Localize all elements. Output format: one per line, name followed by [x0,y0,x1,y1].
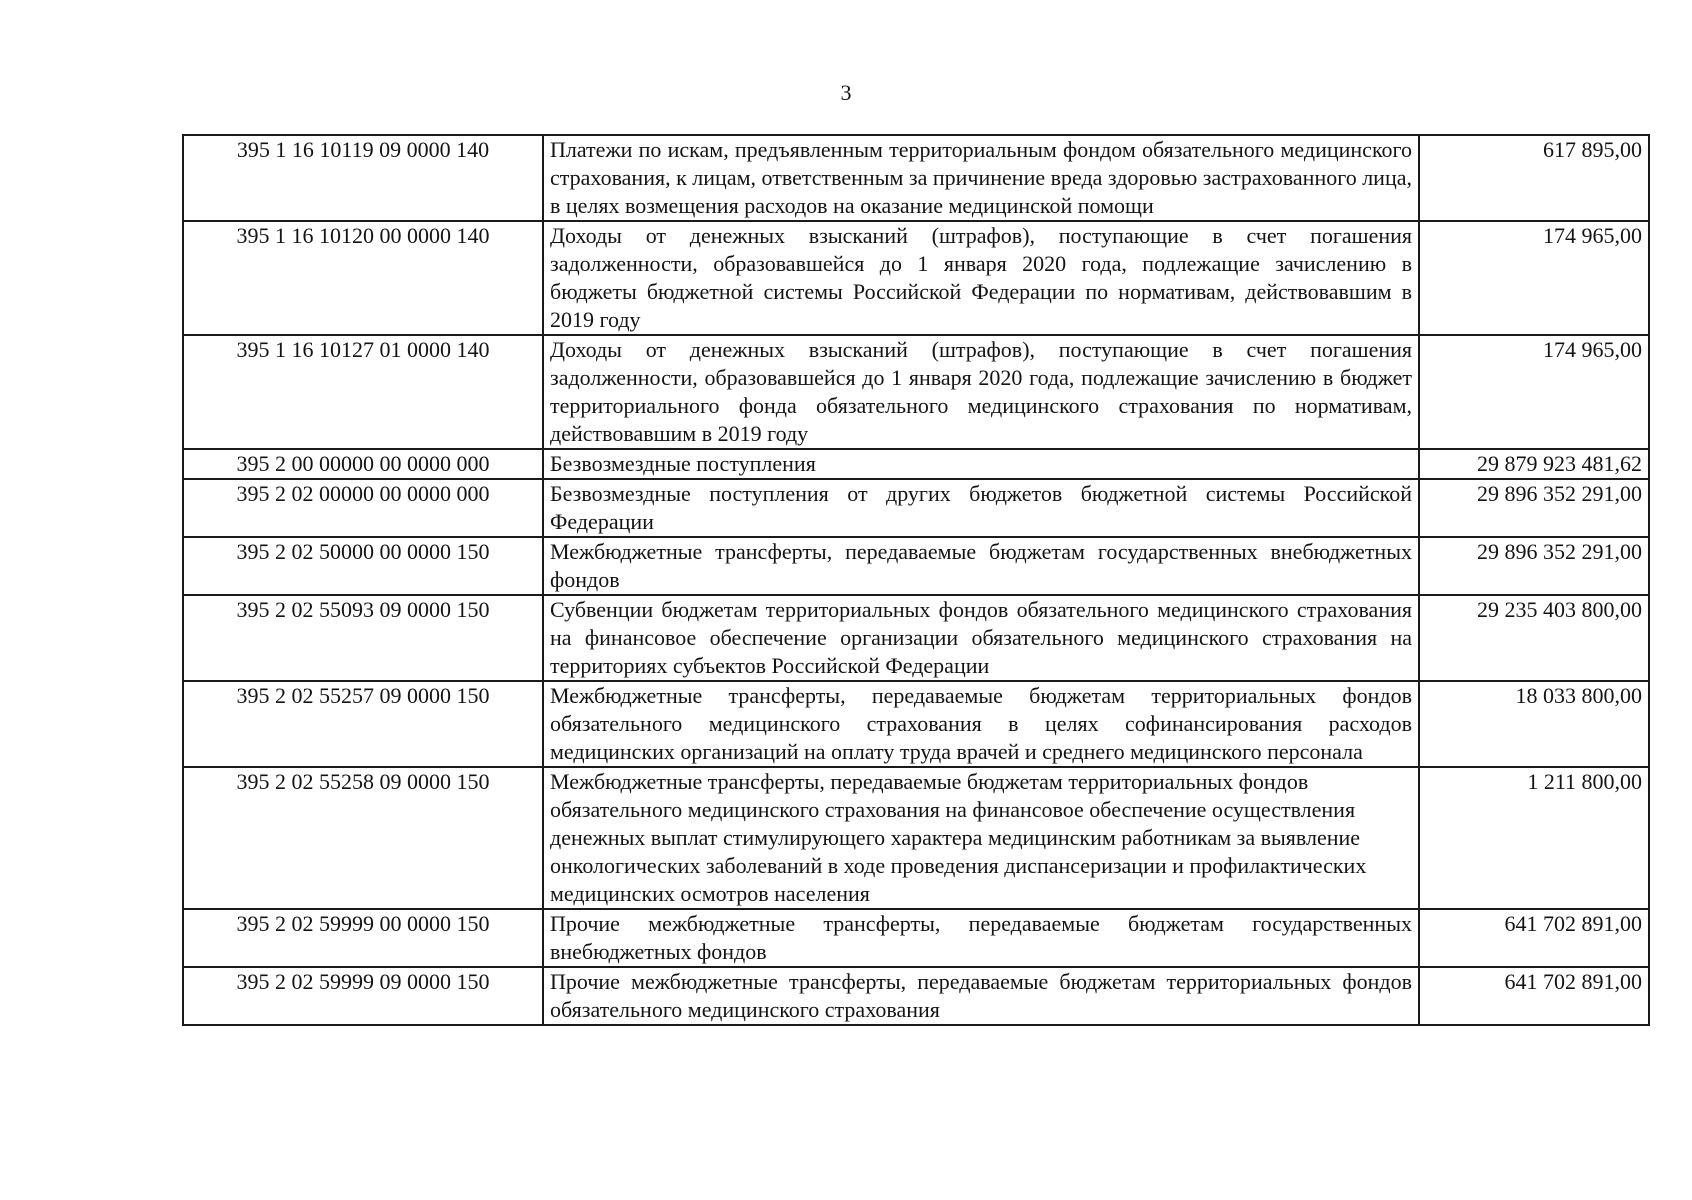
table-row [183,135,1649,221]
table-row [183,909,1649,967]
table-row [183,681,1649,767]
revenue-name-cell: Прочие межбюджетные трансферты, передаваемые бюджетам государственных внебюджетных фондов [543,909,1419,967]
budget-code-cell: 395 2 02 55258 09 0000 150 [183,767,543,909]
budget-code-cell: 395 1 16 10119 09 0000 140 [183,135,543,221]
budget-code-cell: 395 2 02 00000 00 0000 000 [183,479,543,537]
amount-cell: 174 965,00 [1419,221,1649,335]
revenue-name-cell: Межбюджетные трансферты, передаваемые бюджетам территориальных фондов обязательного медицинского страхования на финансовое обеспечение осуществления денежных выплат стимулирующего характера медицинским работникам за выявление онкологических заболеваний в ходе проведения диспансеризации и профилактических медицинских осмотров населения [543,767,1419,909]
revenue-name-cell: Безвозмездные поступления [543,449,1419,479]
revenue-table [182,134,1650,1026]
revenue-name-cell: Безвозмездные поступления от других бюджетов бюджетной системы Российской Федерации [543,479,1419,537]
amount-cell: 174 965,00 [1419,335,1649,449]
budget-code-cell: 395 2 00 00000 00 0000 000 [183,449,543,479]
amount-cell: 29 896 352 291,00 [1419,479,1649,537]
revenue-name-cell: Межбюджетные трансферты, передаваемые бюджетам территориальных фондов обязательного медицинского страхования в целях софинансирования расходов медицинских организаций на оплату труда врачей и среднего медицинского персонала [543,681,1419,767]
table-row [183,449,1649,479]
amount-cell: 641 702 891,00 [1419,909,1649,967]
amount-cell: 29 879 923 481,62 [1419,449,1649,479]
table-row [183,479,1649,537]
table-row [183,767,1649,909]
amount-cell: 617 895,00 [1419,135,1649,221]
revenue-table-body [183,135,1649,1025]
revenue-name-cell: Доходы от денежных взысканий (штрафов), поступающие в счет погашения задолженности, образовавшейся до 1 января 2020 года, подлежащие зачислению в бюджеты бюджетной системы Российской Федерации по нормативам, действовавшим в 2019 году [543,221,1419,335]
table-row [183,595,1649,681]
table-row [183,537,1649,595]
amount-cell: 29 896 352 291,00 [1419,537,1649,595]
page-number: 3 [840,80,852,105]
amount-cell: 29 235 403 800,00 [1419,595,1649,681]
budget-code-cell: 395 2 02 59999 00 0000 150 [183,909,543,967]
budget-code-cell: 395 1 16 10127 01 0000 140 [183,335,543,449]
budget-code-cell: 395 2 02 55093 09 0000 150 [183,595,543,681]
budget-code-cell: 395 2 02 50000 00 0000 150 [183,537,543,595]
table-row [183,967,1649,1025]
revenue-name-cell: Субвенции бюджетам территориальных фондов обязательного медицинского страхования на финансовое обеспечение организации обязательного медицинского страхования на территориях субъектов Российской Федерации [543,595,1419,681]
amount-cell: 18 033 800,00 [1419,681,1649,767]
revenue-name-cell: Прочие межбюджетные трансферты, передаваемые бюджетам территориальных фондов обязательного медицинского страхования [543,967,1419,1025]
revenue-name-cell: Доходы от денежных взысканий (штрафов), поступающие в счет погашения задолженности, образовавшейся до 1 января 2020 года, подлежащие зачислению в бюджет территориального фонда обязательного медицинского страхования по нормативам, действовавшим в 2019 году [543,335,1419,449]
table-row [183,221,1649,335]
budget-code-cell: 395 1 16 10120 00 0000 140 [183,221,543,335]
amount-cell: 1 211 800,00 [1419,767,1649,909]
budget-code-cell: 395 2 02 55257 09 0000 150 [183,681,543,767]
revenue-name-cell: Платежи по искам, предъявленным территориальным фондом обязательного медицинского страхования, к лицам, ответственным за причинение вреда здоровью застрахованного лица, в целях возмещения расходов на оказание медицинской помощи [543,135,1419,221]
amount-cell: 641 702 891,00 [1419,967,1649,1025]
budget-code-cell: 395 2 02 59999 09 0000 150 [183,967,543,1025]
revenue-name-cell: Межбюджетные трансферты, передаваемые бюджетам государственных внебюджетных фондов [543,537,1419,595]
table-row [183,335,1649,449]
